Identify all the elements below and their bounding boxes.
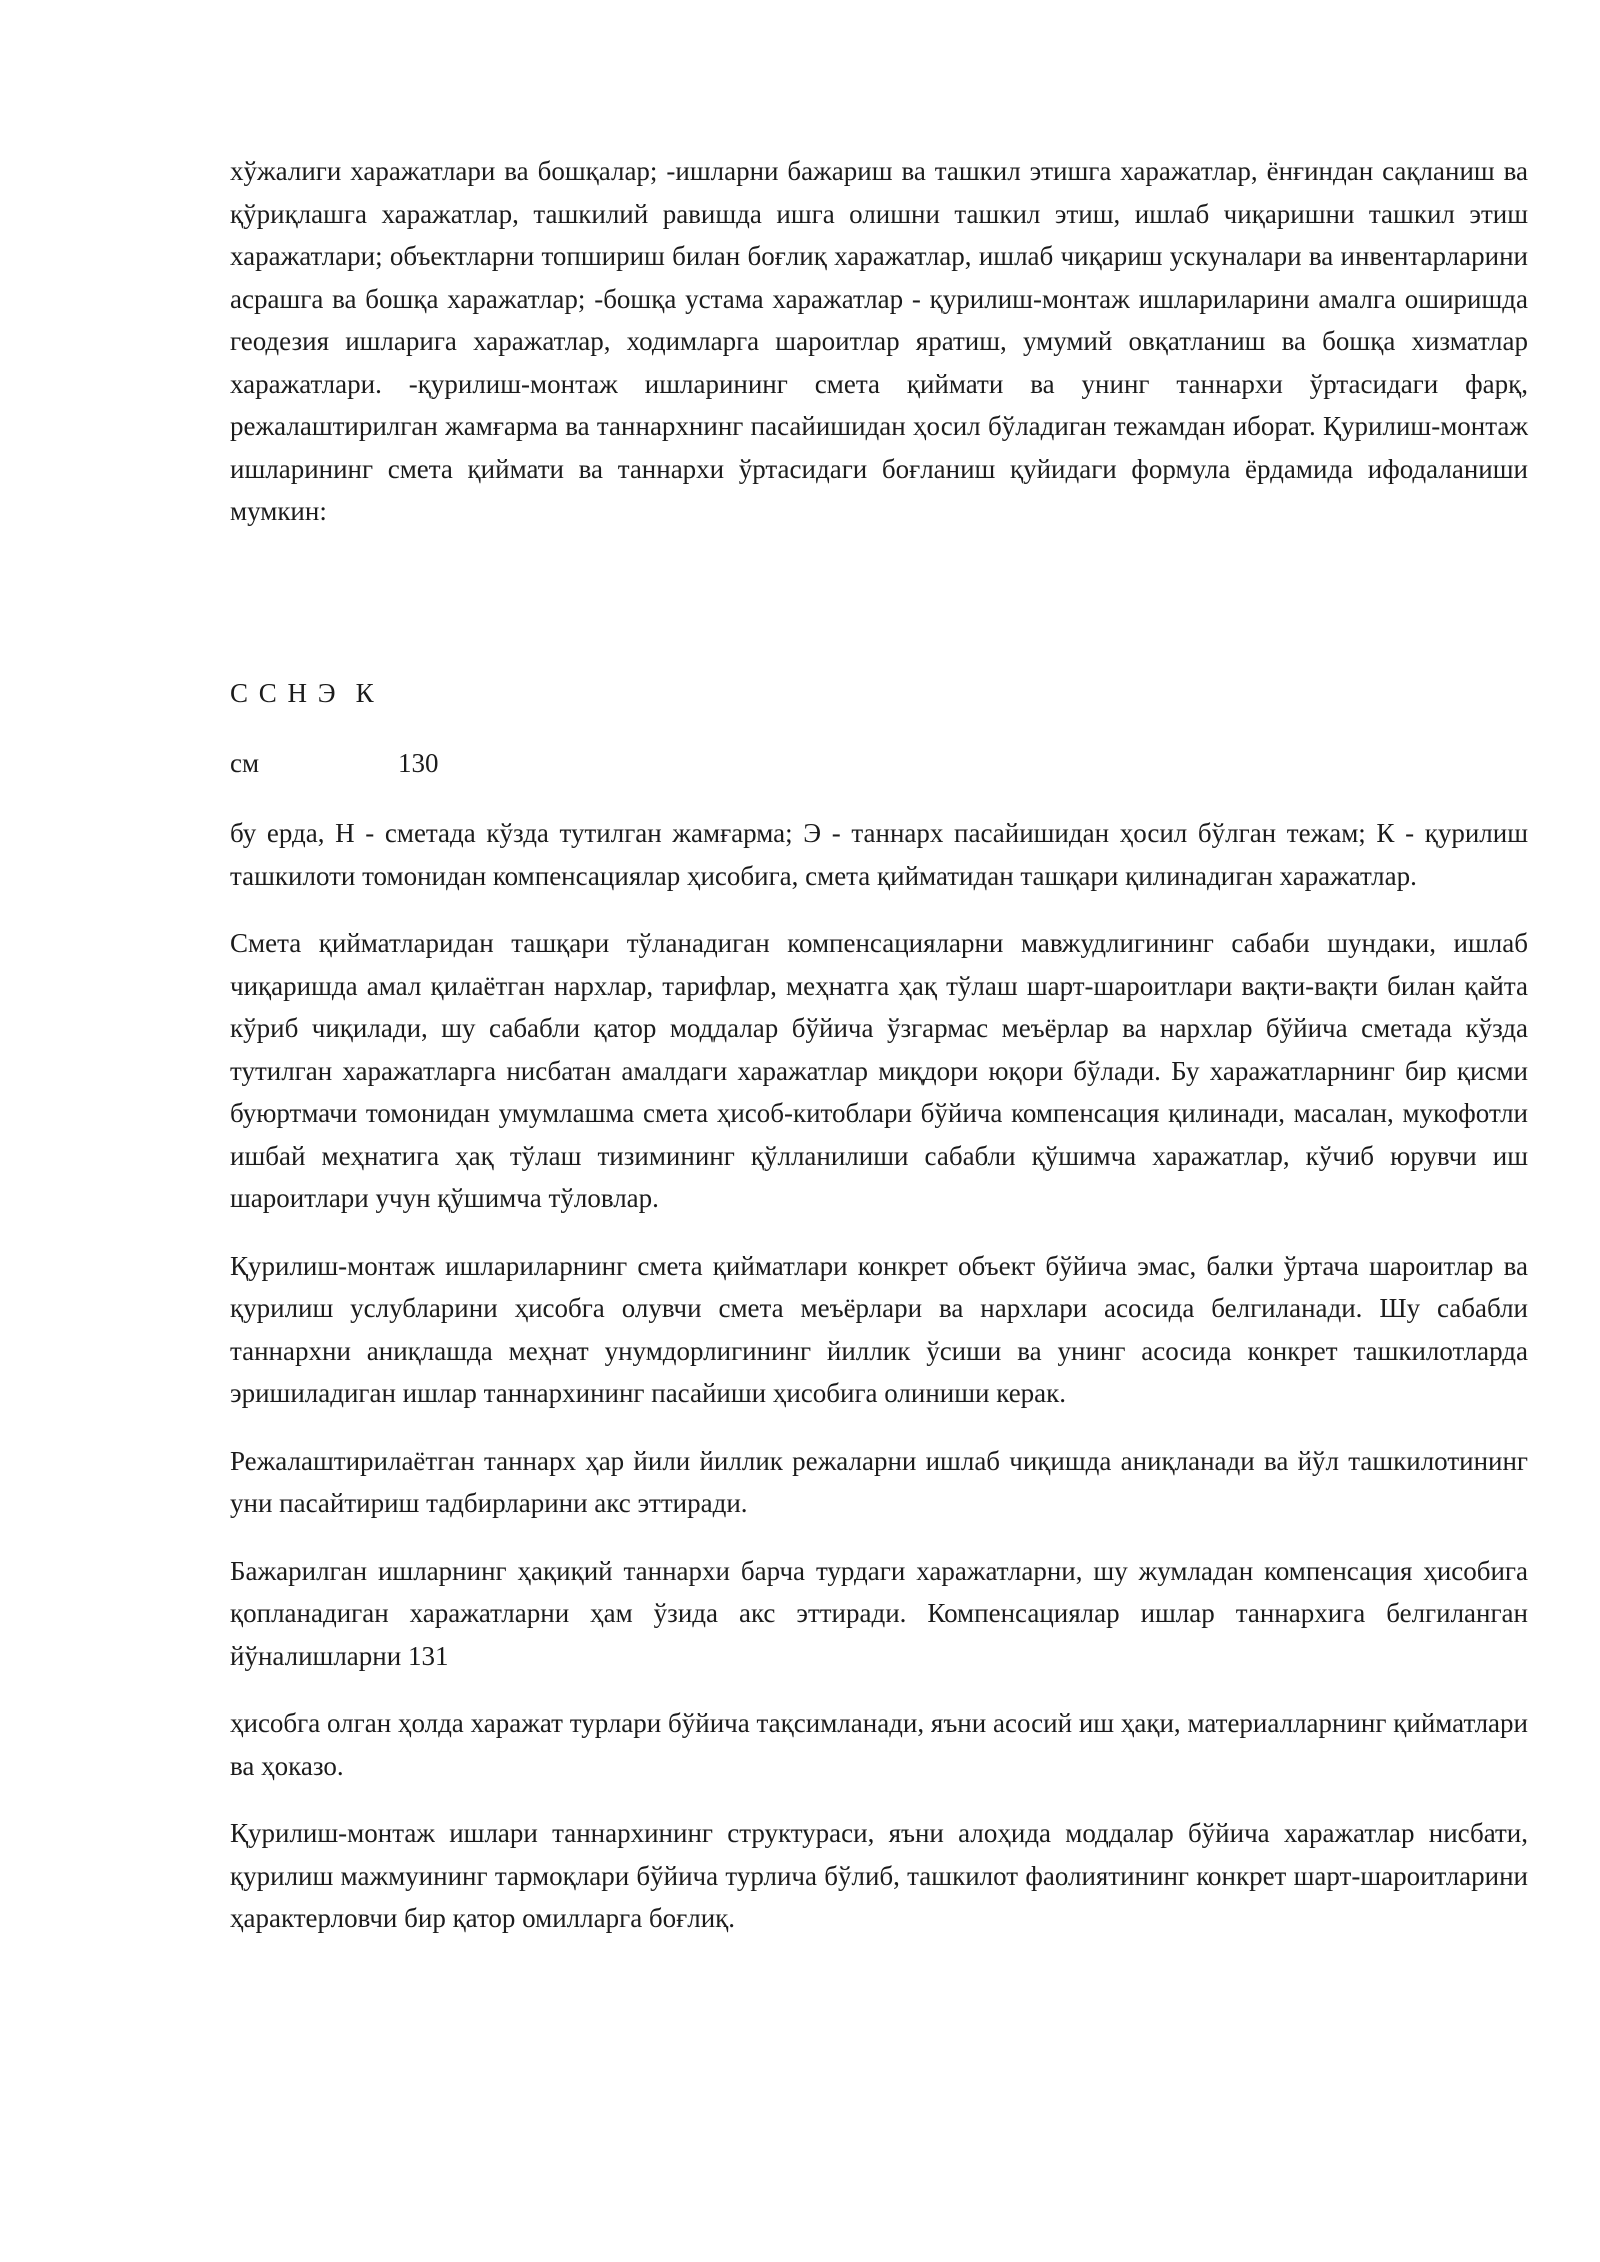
paragraph-distribution: ҳисобга олган ҳолда харажат турлари бўйича тақсимланади, яъни асосий иш ҳақи, материалларнинг қийматлари ва ҳоказо. [230,1708,1528,1781]
page-number-130: 130 [398,748,439,778]
formula-symbols: С С Н Э [230,678,338,708]
top-text-block [230,150,1528,533]
paragraph-actual-cost: Бажарилган ишларнинг ҳақиқий таннархи барча турдаги харажатларни, шу жумладан компенсация ҳисобига қопланадиган харажатларни ҳам ўзида акс эттиради. Компенсациялар ишлар таннархига белгиланган йўналишларни 131 [230,1555,1528,1671]
formula-k: К [355,678,376,708]
paragraph-compensation-reason: Смета қийматларидан ташқари тўланадиган компенсацияларни мавжудлигининг сабаби шундаки, ишлаб чиқаришда амал қилаётган нархлар, тарифлар, меҳнатга ҳақ тўлаш шарт-шароитлари вақти-вақти билан қайта кўриб чиқилади, шу сабабли қатор моддалар бўйича ўзгармас меъёрлар ва нархлар бўйича сметада кўзда тутилган харажатларга нисбатан амалдаги харажатлар миқдори юқори бўлади. Бу харажатларнинг бир қисми буюртмачи томонидан умумлашма смета ҳисоб-китоблари бўйича компенсация қилинади, масалан, мукофотли ишбай меҳнатига ҳақ тўлаш тизимининг қўлланилиши сабабли қўшимча харажатлар, кўчиб юрувчи иш шароитлари учун қўшимча тўловлар. [230,928,1528,1213]
paragraph-definitions: бу ерда, Н - сметада кўзда тутилган жамғарма; Э - таннарх пасайишидан ҳосил бўлган тежам; К - қурилиш ташкилоти томонидан компенсациялар ҳисобига, смета қийматидан ташқари қилинадиган харажатлар. [230,818,1528,891]
paragraph-structure: Қурилиш-монтаж ишлари таннархининг структураси, яъни алоҳида моддалар бўйича харажатлар нисбати, қурилиш мажмуининг тармоқлари бўйича турлича бўлиб, ташкилот фаолиятининг конкрет шарт-шароитларини ҳарактерловчи бир қатор омилларга боғлиқ. [230,1818,1528,1933]
formula-line-2 [230,748,439,779]
paragraph-intro: хўжалиги харажатлари ва бошқалар; -ишларни бажариш ва ташкил этишга харажатлар, ёнғиндан сақланиш ва қўриқлашга харажатлар, ташкилий равишда ишга олишни ташкил этиш, ишлаб чиқаришни ташкил этиш харажатлари; объектларни топшириш билан боғлиқ харажатлар, ишлаб чиқариш ускуналари ва инвентарларини асрашга ва бошқа харажатлар; -бошқа устама харажатлар - қурилиш-монтаж ишлариларини амалга оширишда геодезия ишларига харажатлар, ходимларга шароитлар яратиш, умумий овқатланиш ва бошқа хизматлар харажатлари. -қурилиш-монтаж ишларининг смета қиймати ва унинг таннархи ўртасидаги фарқ, режалаштирилган жамғарма ва таннархнинг пасайишидан ҳосил бўладиган тежамдан иборат. Қурилиш-монтаж ишларининг смета қиймати ва таннархи ўртасидаги боғланиш қуйидаги формула ёрдамида ифодаланиши мумкин: [230,156,1528,526]
paragraph-estimate-values: Қурилиш-монтаж ишлариларнинг смета қийматлари конкрет объект бўйича эмас, балки ўртача шароитлар ва қурилиш услубларини ҳисобга олувчи смета меъёрлари ва нархлари асосида белгиланади. Шу сабабли таннархни аниқлашда меҳнат унумдорлигининг йиллик ўсиши ва унинг асосида конкрет ташкилотларда эришиладиган ишлар таннархининг пасайиши ҳисобига олиниши керак. [230,1250,1528,1408]
paragraph-planned-cost: Режалаштирилаётган таннарх ҳар йили йиллик режаларни ишлаб чиқишда аниқланади ва йўл ташкилотининг уни пасайтириш тадбирларини акс эттиради. [230,1445,1528,1518]
formula-subscript: см [230,748,260,778]
body-text-block [230,812,1528,1965]
formula-line-1 [230,678,376,709]
